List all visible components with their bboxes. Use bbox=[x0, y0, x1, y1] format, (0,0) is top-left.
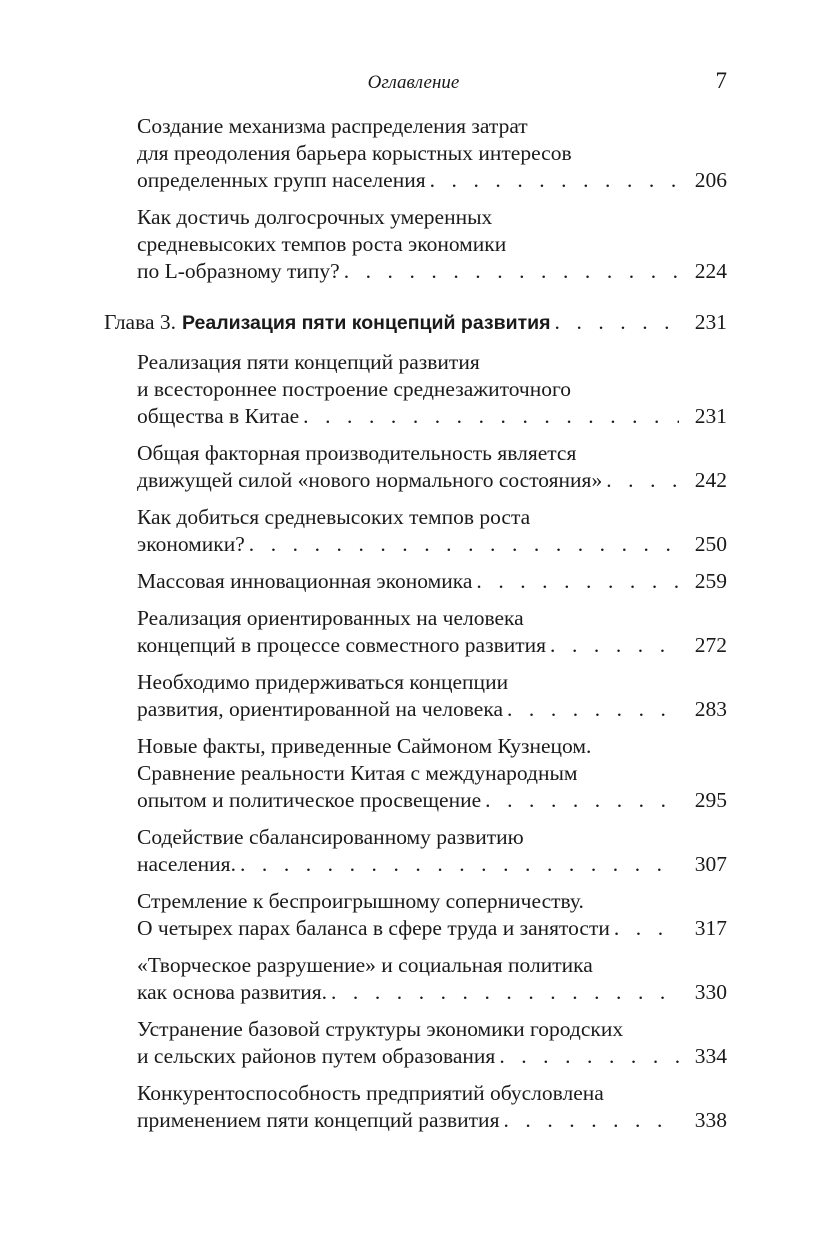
toc-entry-line: определенных групп населения bbox=[137, 168, 426, 192]
toc-entry bbox=[104, 952, 727, 1006]
toc-entry bbox=[104, 669, 727, 723]
running-title: Оглавление bbox=[367, 72, 460, 93]
toc-entry bbox=[104, 824, 727, 878]
toc-entry-line: развития, ориентированной на человека bbox=[137, 697, 503, 721]
toc-entry-line: Необходимо придерживаться концепции bbox=[137, 670, 509, 694]
toc-page-number: 206 bbox=[694, 168, 727, 192]
toc-entry-line: опытом и политическое просвещение bbox=[137, 788, 482, 812]
dot-leader bbox=[499, 1043, 679, 1070]
toc-page-number: 272 bbox=[694, 633, 727, 657]
toc-page-number: 317 bbox=[694, 916, 727, 940]
toc-entry-line: по L-образному типу? bbox=[137, 259, 340, 283]
dot-leader bbox=[606, 467, 679, 494]
table-of-contents bbox=[104, 113, 727, 1144]
toc-entry-line: и сельских районов путем образования bbox=[137, 1044, 496, 1068]
toc-entry-line: экономики? bbox=[137, 532, 245, 556]
toc-page-number: 334 bbox=[694, 1044, 727, 1068]
dot-leader bbox=[344, 258, 679, 285]
toc-entry-line: и всестороннее построение среднезажиточного bbox=[137, 377, 571, 401]
toc-entry-line: Как достичь долгосрочных умеренных bbox=[137, 205, 493, 229]
page-number: 7 bbox=[715, 68, 727, 93]
toc-entry-line: Сравнение реальности Китая с международным bbox=[137, 761, 578, 785]
toc-entry-line: применением пяти концепций развития bbox=[137, 1108, 500, 1132]
toc-page-number: 295 bbox=[694, 788, 727, 812]
toc-entry-line: для преодоления барьера корыстных интересов bbox=[137, 141, 572, 165]
toc-page-number: 231 bbox=[694, 310, 727, 334]
dot-leader bbox=[614, 915, 679, 942]
toc-entry-line: населения. bbox=[137, 852, 236, 876]
dot-leader bbox=[485, 787, 679, 814]
toc-entry bbox=[104, 733, 727, 814]
toc-page-number: 250 bbox=[694, 532, 727, 556]
toc-entry bbox=[104, 113, 727, 194]
toc-entry bbox=[104, 568, 727, 595]
chapter-label: Глава 3. bbox=[104, 310, 176, 334]
toc-entry bbox=[104, 349, 727, 430]
dot-leader bbox=[240, 851, 679, 878]
toc-entry bbox=[104, 1080, 727, 1134]
toc-entry-line: Общая факторная производительность является bbox=[137, 441, 577, 465]
dot-leader bbox=[331, 979, 679, 1006]
toc-entry-line: средневысоких темпов роста экономики bbox=[137, 232, 507, 256]
toc-entry-line: Массовая инновационная экономика bbox=[137, 569, 473, 593]
toc-entry bbox=[104, 605, 727, 659]
toc-entry-line: Устранение базовой структуры экономики городских bbox=[137, 1017, 624, 1041]
dot-leader bbox=[430, 167, 679, 194]
toc-page-number: 338 bbox=[694, 1108, 727, 1132]
toc-entry-line: Конкурентоспособность предприятий обусловлена bbox=[137, 1081, 604, 1105]
toc-entry-line: Как добиться средневысоких темпов роста bbox=[137, 505, 531, 529]
toc-entry-line: Стремление к беспроигрышному соперничеству. bbox=[137, 889, 584, 913]
toc-entry-line: как основа развития. bbox=[137, 980, 327, 1004]
dot-leader bbox=[555, 309, 679, 336]
toc-page-number: 231 bbox=[694, 404, 727, 428]
toc-entry-line: О четырех парах баланса в сфере труда и занятости bbox=[137, 916, 610, 940]
toc-entry-line: Реализация ориентированных на человека bbox=[137, 606, 524, 630]
toc-entry-line: общества в Китае bbox=[137, 404, 300, 428]
toc-entry-line: концепций в процессе совместного развития bbox=[137, 633, 547, 657]
toc-page-number: 259 bbox=[694, 569, 727, 593]
toc-page-number: 224 bbox=[694, 259, 727, 283]
toc-entry-line: Создание механизма распределения затрат bbox=[137, 114, 528, 138]
toc-entry-line: Содействие сбалансированному развитию bbox=[137, 825, 524, 849]
running-head bbox=[0, 68, 827, 98]
toc-entry-line: Новые факты, приведенные Саймоном Кузнецом. bbox=[137, 734, 592, 758]
dot-leader bbox=[550, 632, 679, 659]
toc-entry bbox=[104, 888, 727, 942]
dot-leader bbox=[476, 568, 679, 595]
toc-page-number: 283 bbox=[694, 697, 727, 721]
chapter-title: Реализация пяти концепций развития bbox=[182, 312, 551, 334]
toc-entry bbox=[104, 204, 727, 285]
toc-entry bbox=[104, 504, 727, 558]
dot-leader bbox=[249, 531, 679, 558]
toc-entry-line: движущей силой «нового нормального состояния» bbox=[137, 468, 603, 492]
dot-leader bbox=[303, 403, 679, 430]
toc-entry bbox=[104, 1016, 727, 1070]
toc-page-number: 307 bbox=[694, 852, 727, 876]
toc-page-number: 242 bbox=[694, 468, 727, 492]
toc-page-number: 330 bbox=[694, 980, 727, 1004]
toc-entry-line: «Творческое разрушение» и социальная политика bbox=[137, 953, 593, 977]
toc-chapter-heading bbox=[104, 309, 727, 337]
dot-leader bbox=[507, 696, 679, 723]
toc-entry bbox=[104, 440, 727, 494]
dot-leader bbox=[503, 1107, 679, 1134]
toc-entry-line: Реализация пяти концепций развития bbox=[137, 350, 480, 374]
